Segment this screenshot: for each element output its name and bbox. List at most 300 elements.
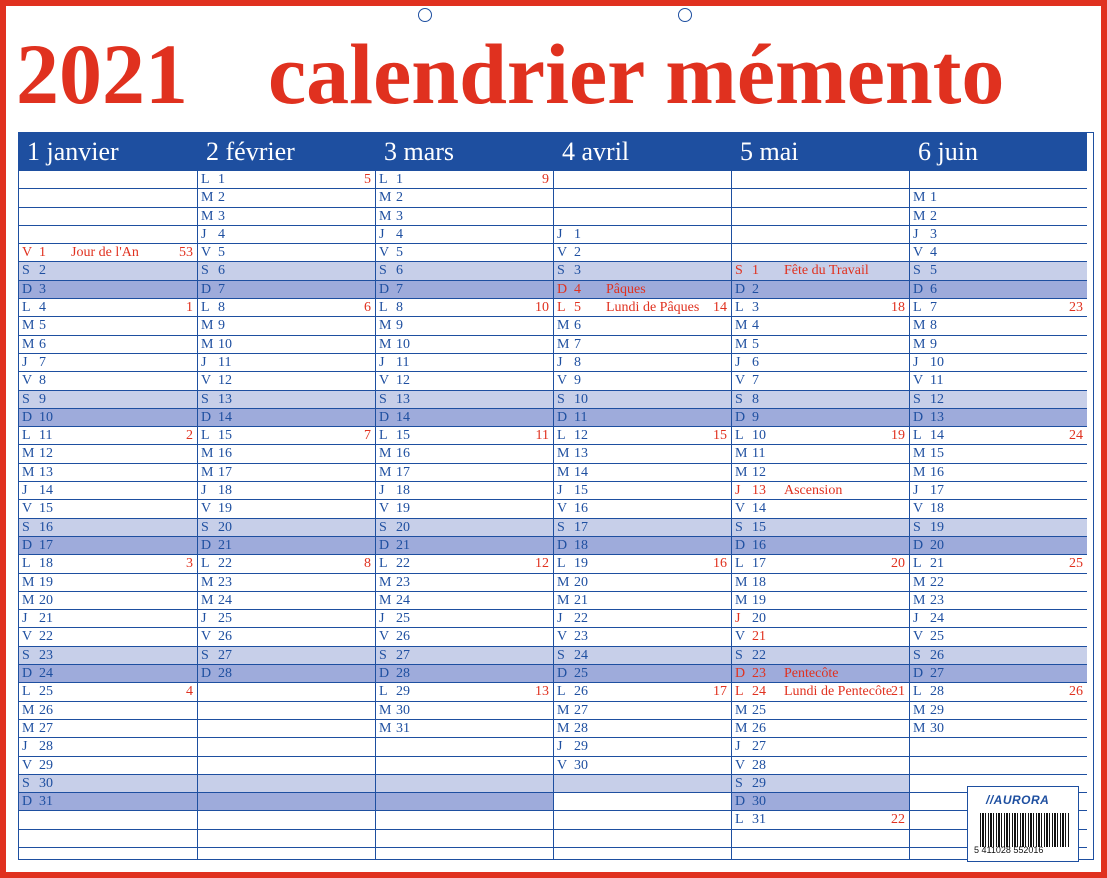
day-number: 21 <box>574 592 588 608</box>
day-letter: J <box>735 611 741 627</box>
day-row <box>376 647 553 665</box>
month-header: 5 mai <box>732 133 909 171</box>
day-row <box>910 665 1087 683</box>
day-row <box>376 317 553 335</box>
day-number: 29 <box>752 775 766 791</box>
day-row <box>554 757 731 775</box>
day-number: 4 <box>39 300 46 316</box>
day-row <box>732 336 909 354</box>
day-number: 21 <box>218 537 232 553</box>
day-letter: V <box>22 373 33 389</box>
day-row <box>554 628 731 646</box>
day-number: 22 <box>396 556 410 572</box>
day-row <box>376 262 553 280</box>
day-row <box>554 336 731 354</box>
week-number: 25 <box>1069 556 1083 572</box>
day-letter: J <box>735 354 741 370</box>
week-number: 20 <box>891 556 905 572</box>
empty-row <box>19 830 197 848</box>
day-number: 2 <box>218 190 225 206</box>
day-letter: J <box>22 611 28 627</box>
day-number: 10 <box>930 354 944 370</box>
day-letter: S <box>201 391 209 407</box>
day-row <box>19 482 197 500</box>
day-row <box>19 281 197 299</box>
day-number: 13 <box>218 391 232 407</box>
day-number: 4 <box>396 226 403 242</box>
day-number: 19 <box>218 501 232 517</box>
day-number: 18 <box>574 537 588 553</box>
day-number: 19 <box>930 519 944 535</box>
day-letter: M <box>735 318 748 334</box>
day-letter: M <box>22 464 35 480</box>
day-number: 21 <box>930 556 944 572</box>
day-number: 10 <box>39 409 53 425</box>
day-row <box>376 171 553 189</box>
day-row <box>732 665 909 683</box>
day-row <box>376 244 553 262</box>
day-letter: L <box>22 428 31 444</box>
day-letter: D <box>201 666 212 682</box>
day-letter: V <box>735 373 746 389</box>
day-letter: D <box>22 537 33 553</box>
day-row <box>910 354 1087 372</box>
week-number: 26 <box>1069 684 1083 700</box>
empty-row <box>910 757 1087 775</box>
day-number: 23 <box>218 574 232 590</box>
day-row <box>19 445 197 463</box>
day-letter: S <box>735 391 743 407</box>
day-number: 3 <box>574 263 581 279</box>
day-row <box>732 391 909 409</box>
day-number: 2 <box>574 245 581 261</box>
day-row <box>198 171 375 189</box>
day-number: 31 <box>396 720 410 736</box>
empty-row <box>554 811 731 829</box>
day-number: 8 <box>574 354 581 370</box>
week-number: 24 <box>1069 428 1083 444</box>
day-number: 17 <box>218 464 232 480</box>
day-number: 24 <box>574 647 588 663</box>
day-number: 24 <box>39 666 53 682</box>
day-letter: J <box>735 739 741 755</box>
day-row <box>198 592 375 610</box>
day-number: 8 <box>218 300 225 316</box>
week-number: 23 <box>1069 300 1083 316</box>
day-letter: D <box>22 281 33 297</box>
empty-row <box>554 793 731 811</box>
day-letter: V <box>201 501 212 517</box>
day-number: 16 <box>930 464 944 480</box>
day-number: 4 <box>930 245 937 261</box>
empty-row <box>198 702 375 720</box>
day-row <box>376 720 553 738</box>
day-row <box>376 555 553 573</box>
day-letter: J <box>557 226 563 242</box>
day-number: 26 <box>218 629 232 645</box>
calendar-title <box>6 26 1101 122</box>
day-row <box>376 189 553 207</box>
week-number: 9 <box>542 172 549 187</box>
day-letter: S <box>22 519 30 535</box>
day-number: 18 <box>930 501 944 517</box>
empty-row <box>19 171 197 189</box>
day-row <box>910 226 1087 244</box>
hanging-hole-left <box>418 8 432 22</box>
day-number: 28 <box>930 684 944 700</box>
day-letter: S <box>735 263 743 279</box>
day-row <box>910 555 1087 573</box>
day-row <box>910 610 1087 628</box>
day-row <box>19 775 197 793</box>
week-number: 8 <box>364 556 371 572</box>
day-row <box>910 244 1087 262</box>
day-row <box>554 226 731 244</box>
holiday-label: Lundi de Pâques <box>606 300 700 316</box>
day-number: 23 <box>574 629 588 645</box>
day-letter: M <box>379 720 392 736</box>
day-letter: J <box>22 483 28 499</box>
day-number: 16 <box>396 446 410 462</box>
day-letter: S <box>201 647 209 663</box>
day-row <box>198 336 375 354</box>
day-letter: D <box>913 537 924 553</box>
day-number: 12 <box>930 391 944 407</box>
day-number: 11 <box>218 354 232 370</box>
day-row <box>554 592 731 610</box>
day-letter: M <box>379 208 392 224</box>
day-number: 7 <box>218 281 225 297</box>
day-row <box>198 372 375 390</box>
day-number: 29 <box>396 684 410 700</box>
day-letter: M <box>557 574 570 590</box>
day-letter: J <box>913 611 919 627</box>
day-number: 8 <box>39 373 46 389</box>
day-letter: V <box>557 373 568 389</box>
day-number: 3 <box>930 226 937 242</box>
day-number: 1 <box>930 190 937 206</box>
day-number: 10 <box>752 428 766 444</box>
title-year: 2021 <box>16 26 188 122</box>
day-letter: S <box>913 263 921 279</box>
day-row <box>732 427 909 445</box>
day-row <box>19 757 197 775</box>
day-letter: M <box>913 446 926 462</box>
day-letter: L <box>913 300 922 316</box>
day-letter: M <box>22 574 35 590</box>
day-number: 2 <box>396 190 403 206</box>
day-number: 1 <box>752 263 759 279</box>
barcode <box>980 813 1070 847</box>
day-row <box>554 647 731 665</box>
day-number: 30 <box>396 702 410 718</box>
day-letter: D <box>201 281 212 297</box>
empty-row <box>19 189 197 207</box>
empty-row <box>198 775 375 793</box>
day-number: 25 <box>218 611 232 627</box>
day-number: 6 <box>930 281 937 297</box>
day-number: 15 <box>218 428 232 444</box>
empty-row <box>376 793 553 811</box>
day-letter: J <box>913 354 919 370</box>
day-letter: D <box>735 537 746 553</box>
day-letter: S <box>913 647 921 663</box>
day-letter: L <box>735 684 744 700</box>
day-row <box>376 336 553 354</box>
hanging-hole-right <box>678 8 692 22</box>
day-letter: D <box>22 666 33 682</box>
brand-box <box>967 786 1079 862</box>
day-row <box>732 372 909 390</box>
day-letter: M <box>557 318 570 334</box>
day-number: 9 <box>396 318 403 334</box>
day-row <box>376 683 553 701</box>
day-row <box>19 262 197 280</box>
day-number: 16 <box>574 501 588 517</box>
day-row <box>910 683 1087 701</box>
day-letter: M <box>913 464 926 480</box>
day-row <box>198 665 375 683</box>
day-number: 23 <box>39 647 53 663</box>
day-row <box>554 519 731 537</box>
day-row <box>554 702 731 720</box>
day-letter: L <box>557 428 566 444</box>
day-letter: V <box>201 373 212 389</box>
day-letter: S <box>913 391 921 407</box>
day-number: 20 <box>930 537 944 553</box>
day-letter: M <box>201 318 214 334</box>
day-letter: L <box>22 300 31 316</box>
day-letter: D <box>735 281 746 297</box>
day-letter: M <box>735 446 748 462</box>
day-number: 10 <box>218 336 232 352</box>
empty-row <box>910 738 1087 756</box>
day-row <box>732 500 909 518</box>
day-letter: L <box>735 428 744 444</box>
day-row <box>732 811 909 829</box>
day-letter: L <box>201 172 210 187</box>
empty-row <box>19 208 197 226</box>
day-row <box>376 445 553 463</box>
month-column <box>909 133 1087 860</box>
day-letter: M <box>557 464 570 480</box>
day-row <box>198 610 375 628</box>
day-number: 9 <box>752 409 759 425</box>
day-row <box>732 738 909 756</box>
day-number: 1 <box>39 245 46 261</box>
week-number: 3 <box>186 556 193 572</box>
day-letter: V <box>22 629 33 645</box>
week-number: 2 <box>186 428 193 444</box>
day-letter: J <box>201 354 207 370</box>
day-letter: L <box>201 300 210 316</box>
day-number: 5 <box>574 300 581 316</box>
day-letter: M <box>22 592 35 608</box>
day-letter: M <box>379 574 392 590</box>
day-number: 8 <box>930 318 937 334</box>
day-number: 14 <box>396 409 410 425</box>
day-number: 18 <box>39 556 53 572</box>
day-row <box>732 574 909 592</box>
day-letter: V <box>735 757 746 773</box>
day-letter: J <box>379 611 385 627</box>
week-number: 22 <box>891 812 905 828</box>
day-row <box>376 702 553 720</box>
day-letter: L <box>379 428 388 444</box>
day-letter: J <box>379 354 385 370</box>
day-number: 30 <box>930 720 944 736</box>
day-letter: L <box>557 300 566 316</box>
day-number: 11 <box>574 409 588 425</box>
barcode-number: 5 411028 552016 <box>974 845 1044 855</box>
day-letter: S <box>913 519 921 535</box>
day-letter: L <box>379 300 388 316</box>
day-number: 13 <box>39 464 53 480</box>
day-number: 1 <box>218 172 225 187</box>
day-row <box>732 647 909 665</box>
day-number: 29 <box>930 702 944 718</box>
day-row <box>19 409 197 427</box>
day-number: 25 <box>39 684 53 700</box>
day-row <box>19 702 197 720</box>
day-number: 9 <box>39 391 46 407</box>
empty-row <box>732 226 909 244</box>
day-row <box>732 537 909 555</box>
day-number: 7 <box>752 373 759 389</box>
day-letter: M <box>913 318 926 334</box>
day-row <box>198 262 375 280</box>
day-number: 22 <box>752 647 766 663</box>
day-number: 22 <box>574 611 588 627</box>
day-number: 9 <box>930 336 937 352</box>
day-letter: D <box>913 281 924 297</box>
day-number: 15 <box>752 519 766 535</box>
day-letter: S <box>557 391 565 407</box>
day-letter: S <box>557 647 565 663</box>
week-number: 21 <box>891 684 905 700</box>
day-letter: S <box>201 263 209 279</box>
day-row <box>19 500 197 518</box>
day-number: 30 <box>39 775 53 791</box>
day-row <box>198 464 375 482</box>
day-number: 12 <box>218 373 232 389</box>
empty-row <box>732 189 909 207</box>
day-number: 24 <box>218 592 232 608</box>
day-row <box>554 555 731 573</box>
day-number: 18 <box>396 483 410 499</box>
day-number: 19 <box>396 501 410 517</box>
day-letter: M <box>557 336 570 352</box>
day-number: 19 <box>39 574 53 590</box>
day-row <box>198 445 375 463</box>
day-letter: L <box>913 556 922 572</box>
day-number: 22 <box>39 629 53 645</box>
day-letter: S <box>557 519 565 535</box>
day-row <box>198 354 375 372</box>
day-letter: J <box>22 354 28 370</box>
day-letter: S <box>379 647 387 663</box>
day-row <box>910 519 1087 537</box>
day-row <box>198 519 375 537</box>
day-number: 27 <box>396 647 410 663</box>
day-number: 28 <box>752 757 766 773</box>
day-number: 17 <box>930 483 944 499</box>
month-header: 2 février <box>198 133 375 171</box>
day-number: 14 <box>39 483 53 499</box>
day-row <box>732 610 909 628</box>
day-row <box>19 372 197 390</box>
day-number: 5 <box>218 245 225 261</box>
week-number: 16 <box>713 556 727 572</box>
day-number: 12 <box>752 464 766 480</box>
week-number: 11 <box>535 428 549 444</box>
day-row <box>198 299 375 317</box>
day-letter: S <box>735 519 743 535</box>
day-row <box>910 702 1087 720</box>
day-row <box>732 281 909 299</box>
day-row <box>554 262 731 280</box>
day-letter: V <box>913 501 924 517</box>
holiday-label: Jour de l'An <box>71 245 139 261</box>
day-number: 22 <box>930 574 944 590</box>
day-number: 31 <box>39 794 53 810</box>
day-row <box>732 555 909 573</box>
day-letter: M <box>379 592 392 608</box>
day-row <box>198 628 375 646</box>
day-row <box>376 372 553 390</box>
day-letter: M <box>379 318 392 334</box>
empty-row <box>198 683 375 701</box>
day-row <box>19 665 197 683</box>
day-row <box>554 391 731 409</box>
day-letter: J <box>201 611 207 627</box>
day-number: 12 <box>39 446 53 462</box>
day-row <box>376 610 553 628</box>
week-number: 18 <box>891 300 905 316</box>
day-letter: M <box>22 720 35 736</box>
week-number: 5 <box>364 172 371 187</box>
day-letter: M <box>913 336 926 352</box>
day-number: 5 <box>930 263 937 279</box>
day-letter: J <box>557 483 563 499</box>
empty-row <box>732 830 909 848</box>
day-number: 3 <box>39 281 46 297</box>
day-number: 27 <box>752 739 766 755</box>
day-letter: D <box>22 794 33 810</box>
day-row <box>19 464 197 482</box>
day-number: 5 <box>752 336 759 352</box>
day-row <box>910 281 1087 299</box>
day-row <box>198 391 375 409</box>
day-number: 3 <box>752 300 759 316</box>
day-number: 7 <box>396 281 403 297</box>
day-number: 21 <box>396 537 410 553</box>
day-row <box>554 500 731 518</box>
day-row <box>19 574 197 592</box>
day-row <box>198 244 375 262</box>
day-number: 14 <box>218 409 232 425</box>
day-number: 6 <box>218 263 225 279</box>
day-row <box>910 720 1087 738</box>
week-number: 17 <box>713 684 727 700</box>
day-row <box>554 244 731 262</box>
day-row <box>19 793 197 811</box>
day-number: 17 <box>39 537 53 553</box>
day-row <box>554 409 731 427</box>
day-letter: V <box>379 373 390 389</box>
empty-row <box>376 811 553 829</box>
day-row <box>198 555 375 573</box>
